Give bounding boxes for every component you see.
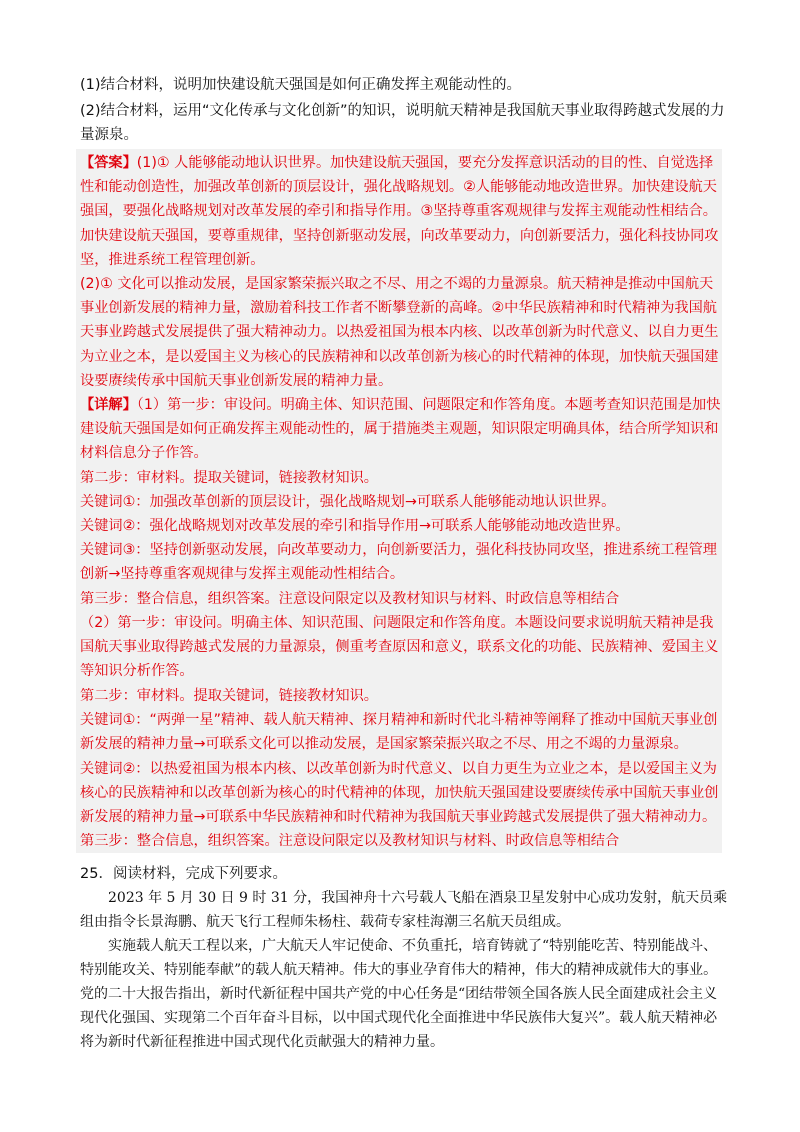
detail-1-step-1 xyxy=(80,393,722,466)
detail-2-step-3: 第三步：整合信息，组织答案。注意设问限定以及教材知识与材料、时政信息等相结合 xyxy=(80,833,620,849)
material-paragraph-1: 2023 年 5 月 30 日 9 时 31 分，我国神舟十六号载人飞船在酒泉卫星发射中心成功发射，航天员乘组由指令长景海鹏、航天飞行工程师朱杨柱、载荷专家桂海潮三名航天员组成。 xyxy=(80,890,728,930)
detail-1-keyword-3: 关键词③：坚持创新驱动发展，向改革要动力，向创新要活力，强化科技协同攻坚，推进系统工程管理创新→坚持尊重客观规律与发挥主观能动性相结合。 xyxy=(80,542,717,583)
answer-part-1-text: (1)① 人能够能动地认识世界。加快建设航天强国，要充分发挥意识活动的目的性、自觉选择性和能动创造性，加强改革创新的顶层设计，强化战略规划。②人能够能动地改造世界。加快建设航天强国，要强化战略规划对改革发展的牵引和指导作用。③坚持尊重客观规律与发挥主观能动性相结合。加快建设航天强国，要尊重规律，坚持创新驱动发展，向改革要动力，向创新要活力，强化科技协同攻坚，推进系统工程管理创新。 xyxy=(80,155,719,268)
detail-1-keyword-2: 关键词②：强化战略规划对改革发展的牵引和指导作用→可联系人能够能动地改造世界。 xyxy=(80,518,630,534)
detail-1-step-1-text: （1）第一步：审设问。明确主体、知识范围、问题限定和作答角度。本题考查知识范围是加快建设航天强国是如何正确发挥主观能动性的，属于措施类主观题，知识限定明确具体，结合所学知识和材料信息分子作答。 xyxy=(80,397,721,462)
detail-1-step-2: 第二步：审材料。提取关键词，链接教材知识。 xyxy=(80,470,378,486)
detail-2-keyword-2: 关键词②：以热爱祖国为根本内核、以改革创新为时代意义、以自力更生为立业之本，是以爱国主义为核心的民族精神和以改革创新为核心的时代精神的体现，加快航天强国建设要赓续传承中国航天事业创新发展的精神力量→可联系中华民族精神和时代精神为我国航天事业跨越式发展提供了强大精神动力。 xyxy=(80,761,719,826)
question-25-title: 25．阅读材料，完成下列要求。 xyxy=(80,866,287,882)
answer-part-1 xyxy=(80,151,722,272)
answer-tag: 【答案】 xyxy=(80,155,137,171)
detail-1-keyword-1: 关键词①：加强改革创新的顶层设计，强化战略规划→可联系人能够能动地认识世界。 xyxy=(80,494,616,510)
question-1: (1)结合材料，说明加快建设航天强国是如何正确发挥主观能动性的。 xyxy=(80,77,522,93)
detail-2-step-1: （2）第一步：审设问。明确主体、知识范围、问题限定和作答角度。本题设问要求说明航天精神是我国航天事业取得跨越式发展的力量源泉，侧重考查原因和意义，联系文化的功能、民族精神、爱国主义等知识分析作答。 xyxy=(80,615,719,680)
detail-2-keyword-1: 关键词①：“两弹一星”精神、载人航天精神、探月精神和新时代北斗精神等阐释了推动中国航天事业创新发展的精神力量→可联系文化可以推动发展，是国家繁荣振兴取之不尽、用之不竭的力量源泉。 xyxy=(80,712,718,753)
detail-2-step-2: 第二步：审材料。提取关键词，链接教材知识。 xyxy=(80,688,378,704)
answer-part-2: (2)① 文化可以推动发展，是国家繁荣振兴取之不尽、用之不竭的力量源泉。航天精神是推动中国航天事业创新发展的精神力量，激励着科技工作者不断攀登新的高峰。②中华民族精神和时代精神为我国航天事业跨越式发展提供了强大精神动力。以热爱祖国为根本内核、以改革创新为时代意义、以自力更生为立业之本，是以爱国主义为核心的民族精神和以改革创新为核心的时代精神的体现，加快航天强国建设要赓续传承中国航天事业创新发展的精神力量。 xyxy=(80,276,719,389)
detail-tag: 【详解】 xyxy=(80,397,137,413)
detail-1-step-3: 第三步：整合信息，组织答案。注意设问限定以及教材知识与材料、时政信息等相结合 xyxy=(80,591,620,607)
question-2: (2)结合材料，运用“文化传承与文化创新”的知识，说明航天精神是我国航天事业取得跨越式发展的力量源泉。 xyxy=(80,103,725,143)
material-paragraph-2: 实施载人航天工程以来，广大航天人牢记使命、不负重托，培育铸就了“特别能吃苦、特别能战斗、特别能攻关、特别能奉献”的载人航天精神。伟大的事业孕育伟大的精神，伟大的精神成就伟大的事业。党的二十大报告指出，新时代新征程中国共产党的中心任务是“团结带领全国各族人民全面建成社会主义现代化强国、实现第二个百年奋斗目标，以中国式现代化全面推进中华民族伟大复兴”。载人航天精神必将为新时代新征程推进中国式现代化贡献强大的精神力量。 xyxy=(80,938,718,1050)
